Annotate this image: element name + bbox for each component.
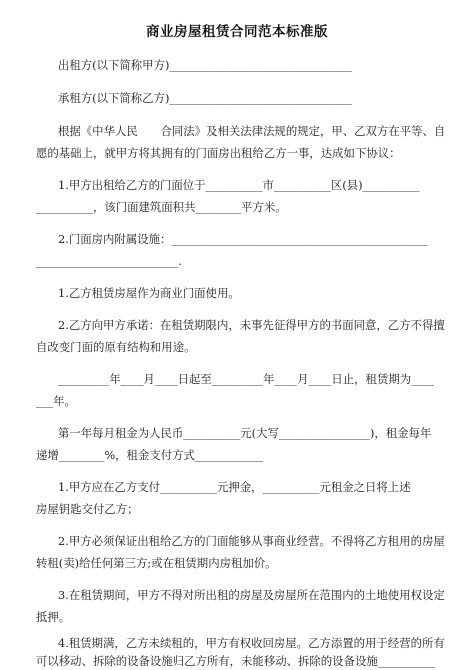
- clause-promise-2: 自改变门面的原有结构和用途。: [36, 340, 196, 354]
- clause-rent-1: 第一年每月租金为人民币__________元(大写________________)，租金每年: [58, 426, 432, 440]
- clause-facilities-1: 2.门面房内附属设施：_____________________________________________: [58, 232, 428, 246]
- lessee-line: 承租方(以下简称乙方)________________________________: [58, 91, 352, 105]
- clause-usage: 1.乙方租赁房屋作为商业门面使用。: [58, 286, 240, 300]
- clause-facilities-2: _________________________.: [36, 254, 183, 268]
- clause-mortgage-1: 3.在租赁期间，甲方不得对所出租的房屋及房屋所在范围内的土地使用权设定: [58, 588, 445, 602]
- clause-expiry-2: 可以移动、拆除的设备设施归乙方所有，未能移动、拆除的设备设施__________: [36, 654, 435, 668]
- clause-expiry-1: 4.租赁期满，乙方未续租的，甲方有权收回房屋。乙方添置的用于经营的所有: [58, 636, 445, 650]
- clause-deposit-1: 1.甲方应在乙方支付__________元押金，__________元租金之日将上述: [58, 480, 411, 494]
- lessor-line: 出租方(以下简称甲方)________________________________: [58, 58, 352, 72]
- clause-location-1: 1.甲方出租给乙方的门面位于__________市__________区(县)__________: [58, 178, 420, 192]
- clause-deposit-2: 房屋钥匙交付乙方；: [36, 502, 139, 516]
- clause-mortgage-2: 抵押。: [36, 610, 71, 624]
- document-title: 商业房屋租赁合同范本标准版: [146, 24, 328, 40]
- clause-rent-2: 递增________%，租金支付方式____________: [36, 448, 264, 462]
- clause-location-2: __________，该门面建筑面积共________平方米。: [36, 200, 287, 214]
- clause-guarantee-1: 2.甲方必须保证出租给乙方的门面能够从事商业经营。不得将乙方租用的房屋: [58, 534, 445, 548]
- clause-term-1: _________年____月____日起至_________年____月____日止，租赁期为____: [58, 372, 434, 386]
- preamble-line-2: 愿的基础上，就甲方将其拥有的门面房出租给乙方一事，达成如下协议：: [36, 146, 401, 160]
- preamble-line-1: 根据《中华人民 合同法》及相关法律法规的规定，甲、乙双方在平等、自: [58, 124, 446, 138]
- clause-promise-1: 2.乙方向甲方承诺：在租赁期限内，未事先征得甲方的书面同意，乙方不得擅: [58, 318, 445, 332]
- clause-term-2: ___年。: [36, 394, 76, 408]
- clause-guarantee-2: 转租(卖)给任何第三方;或在租赁期内房租加价。: [36, 556, 277, 570]
